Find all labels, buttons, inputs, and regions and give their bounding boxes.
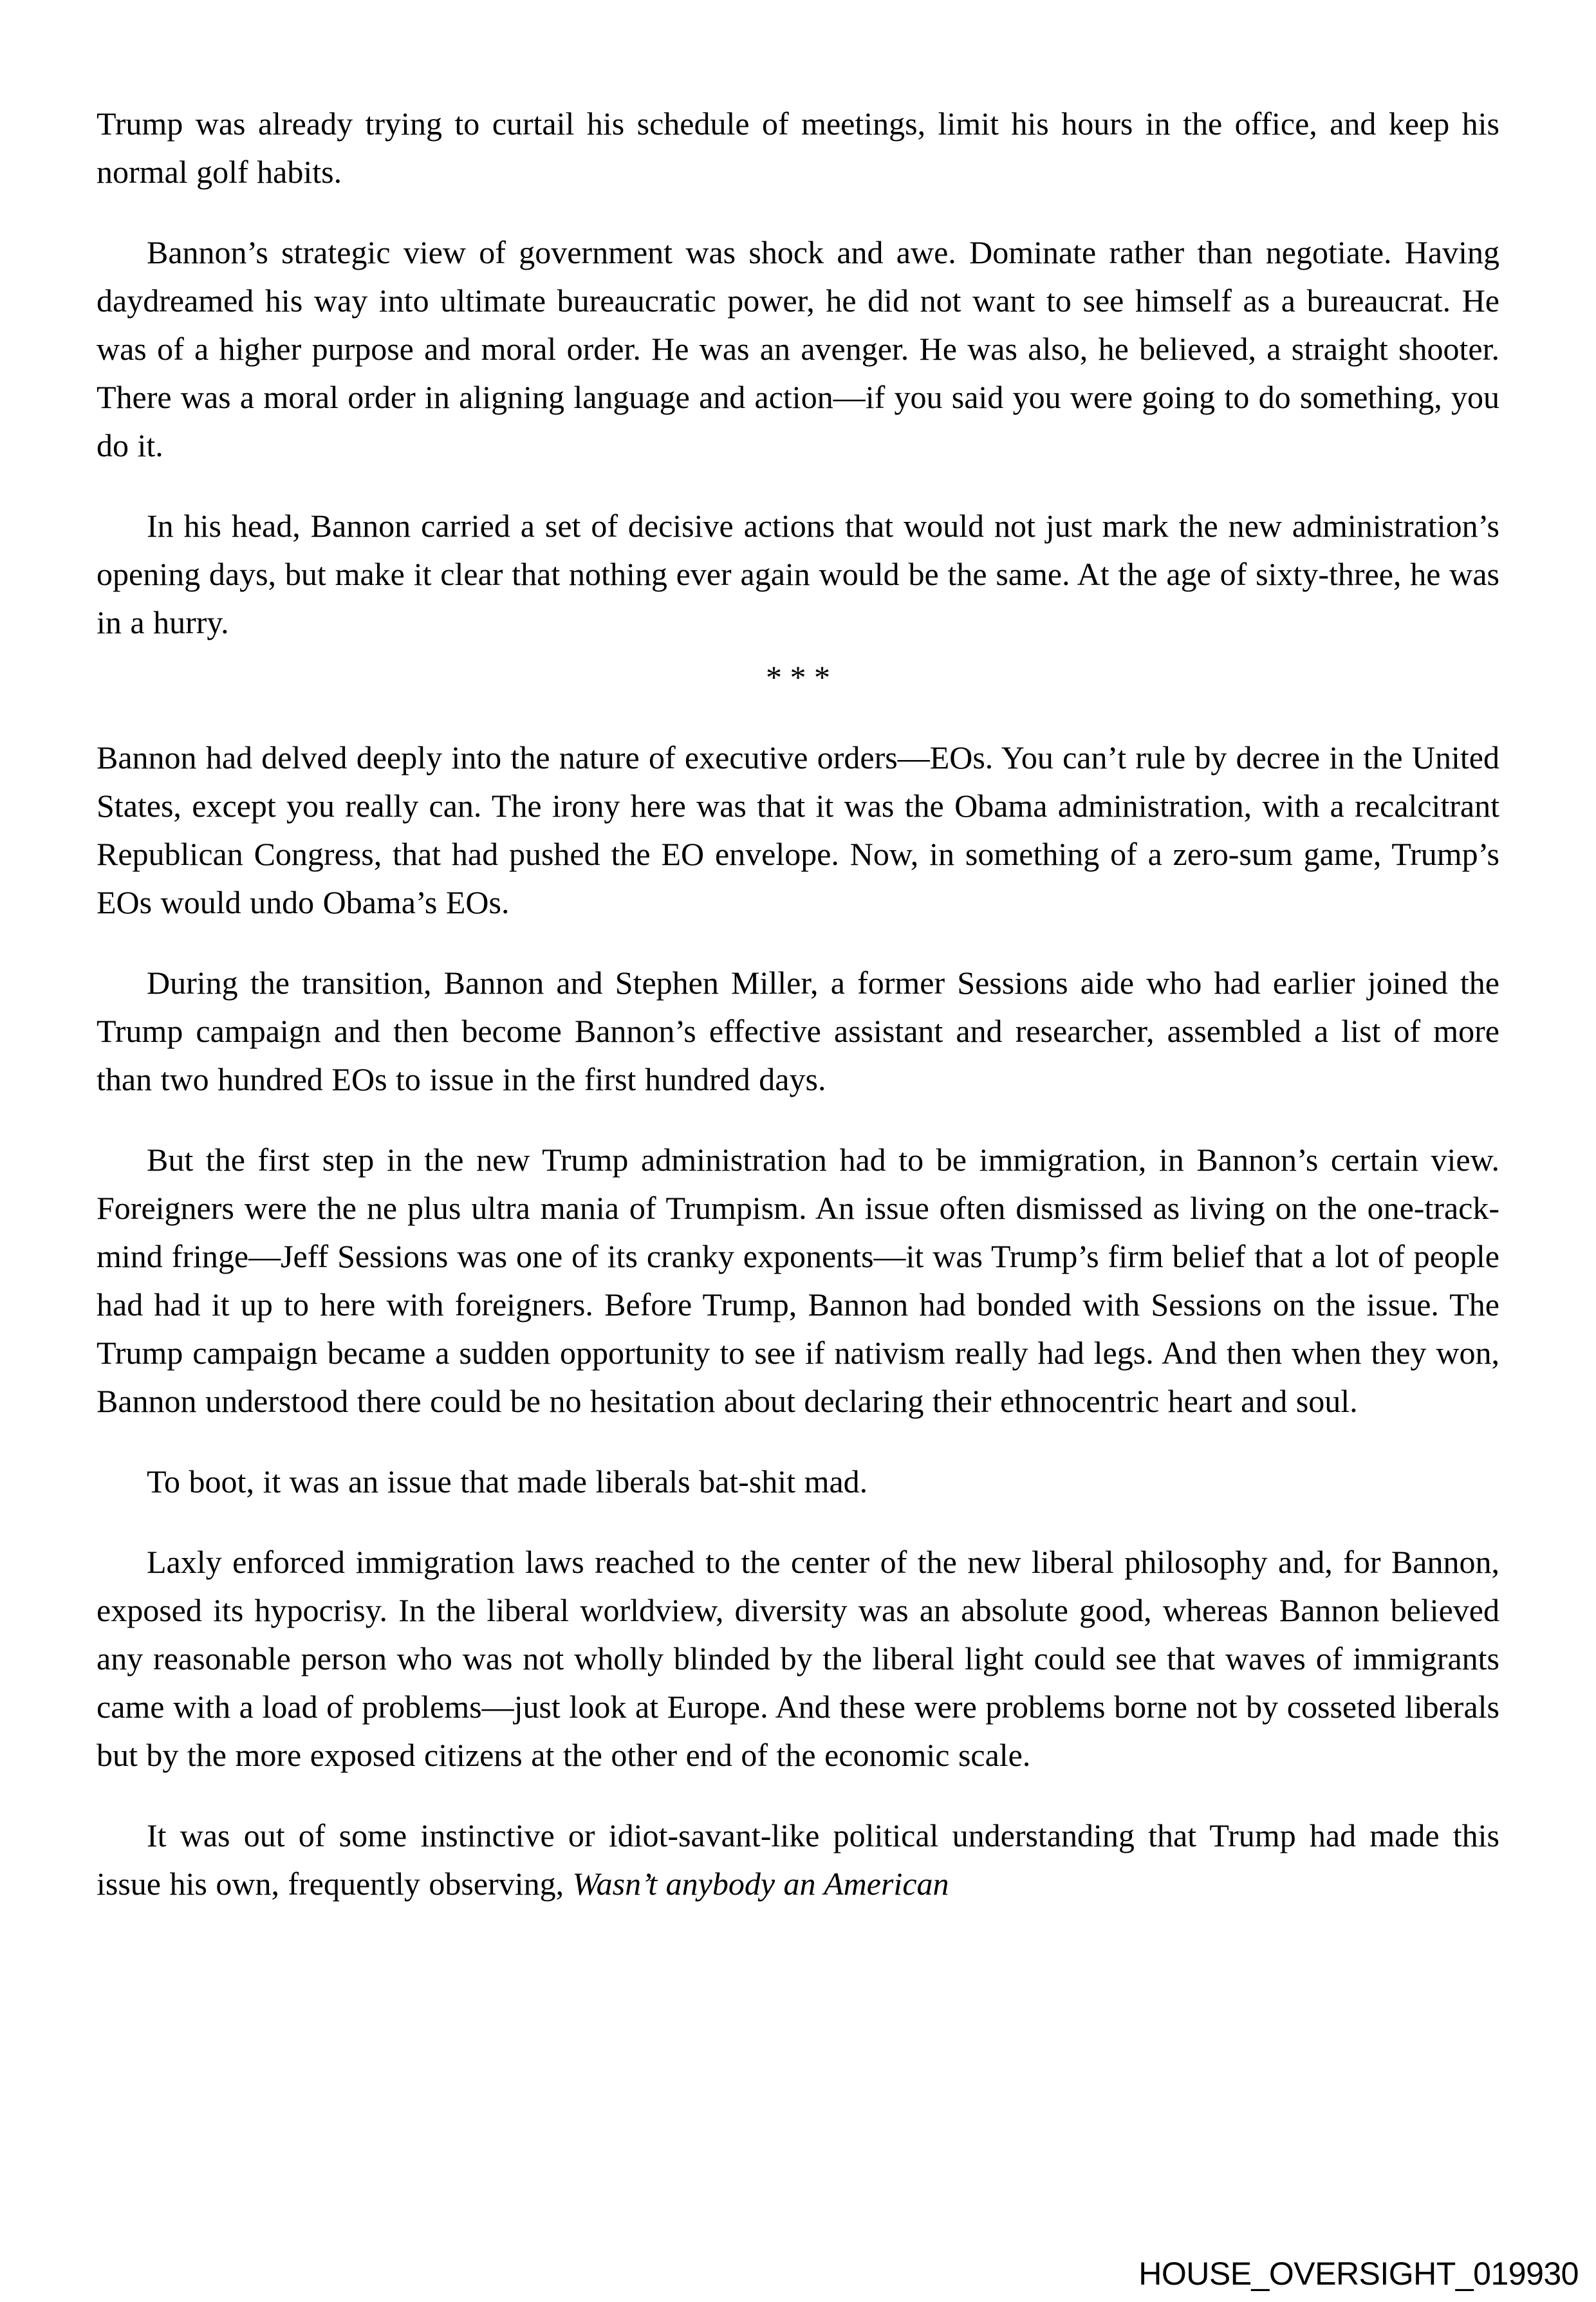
paragraph: Laxly enforced immigration laws reached to the center of the new liberal philosophy and, for Bannon, exposed its hypocrisy. In the liberal worldview, diversity was an absolute good, whereas Bannon believed any reasonable person who was not wholly blinded by the liberal light could see that waves of immigrants came with a load of problems—just look at Europe. And these were problems borne not by cosseted liberals but by the more exposed citizens at the other end of the economic scale. (97, 1544, 1499, 1773)
paragraph (97, 1812, 1499, 1908)
paragraph: But the first step in the new Trump administration had to be immigration, in Bannon’s certain view. Foreigners were the ne plus ultra mania of Trumpism. An issue often dismissed as living on the one-track-mind fringe—Jeff Sessions was one of its cranky exponents—it was Trump’s firm belief that a lot of people had had it up to here with foreigners. Before Trump, Bannon had bonded with Sessions on the issue. The Trump campaign became a sudden opportunity to see if nativism really had legs. And then when they won, Bannon understood there could be no hesitation about declaring their ethnocentric heart and soul. (97, 1142, 1499, 1419)
paragraph: During the transition, Bannon and Stephen Miller, a former Sessions aide who had earlier joined the Trump campaign and then become Bannon’s effective assistant and researcher, assembled a list of more than two hundred EOs to issue in the first hundred days. (97, 965, 1499, 1097)
section-break: * * * (766, 659, 830, 695)
paragraph: Bannon had delved deeply into the nature of executive orders—EOs. You can’t rule by decree in the United States, except you really can. The irony here was that it was the Obama administration, with a recalcitrant Republican Congress, that had pushed the EO envelope. Now, in something of a zero-sum game, Trump’s EOs would undo Obama’s EOs. (97, 739, 1499, 920)
bates-stamp: HOUSE_OVERSIGHT_019930 (1138, 2256, 1579, 2292)
paragraph: Bannon’s strategic view of government was shock and awe. Dominate rather than negotiate. Having daydreamed his way into ultimate bureaucratic power, he did not want to see himself as a bureaucrat. He was of a higher purpose and moral order. He was an avenger. He was also, he believed, a straight shooter. There was a moral order in aligning language and action—if you said you were going to do something, you do it. (97, 234, 1499, 463)
paragraph: To boot, it was an issue that made liberals bat-shit mad. (147, 1463, 868, 1499)
paragraph: Trump was already trying to curtail his schedule of meetings, limit his hours in the office, and keep his normal golf habits. (97, 106, 1499, 190)
page-body (97, 100, 1499, 1940)
italic-phrase: Wasn’t anybody an American (572, 1866, 949, 1902)
paragraph-text: It was out of some instinctive or idiot-savant-like political understanding that Trump had made this issue his own, frequently observing, (97, 1817, 1499, 1902)
paragraph: In his head, Bannon carried a set of decisive actions that would not just mark the new administration’s opening days, but make it clear that nothing ever again would be the same. At the age of sixty-three, he was in a hurry. (97, 508, 1499, 640)
